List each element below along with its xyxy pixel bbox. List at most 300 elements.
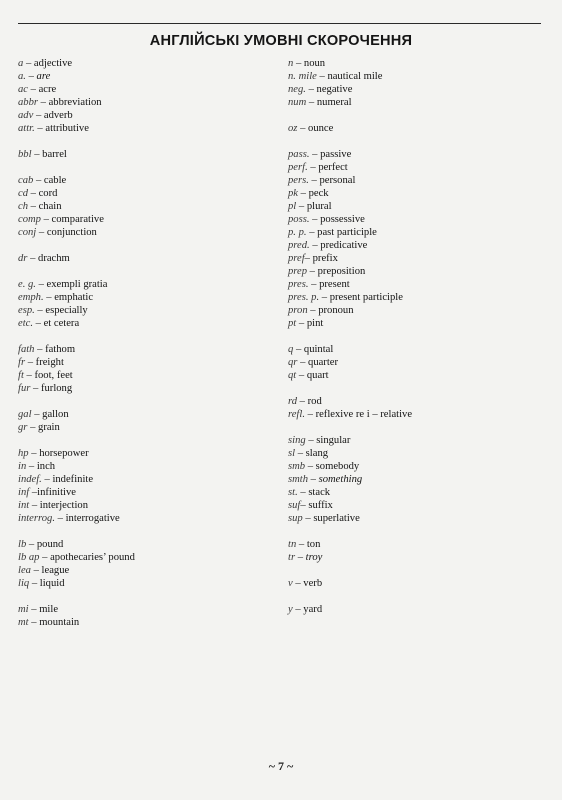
abbreviation-term: pk xyxy=(288,188,298,199)
abbreviation-term: tr xyxy=(288,552,296,563)
abbreviation-entry xyxy=(18,343,268,356)
abbreviation-separator: – xyxy=(295,552,306,563)
abbreviation-entry xyxy=(288,226,548,239)
abbreviation-term: in xyxy=(18,461,27,472)
abbreviation-term: inf xyxy=(18,487,30,498)
abbreviation-separator: – xyxy=(292,578,304,589)
abbreviation-separator: – xyxy=(38,97,49,108)
abbreviation-separator: – xyxy=(28,448,40,459)
abbreviation-separator: – xyxy=(28,84,39,95)
abbreviation-meaning: gallon xyxy=(42,409,69,420)
abbreviation-entry xyxy=(288,551,548,564)
abbreviation-entry xyxy=(18,538,268,551)
abbreviation-entry xyxy=(288,83,548,96)
abbreviation-entry xyxy=(288,343,548,356)
group-spacer xyxy=(288,330,548,343)
abbreviation-separator: – xyxy=(35,279,47,290)
abbreviation-term: gal xyxy=(18,409,32,420)
abbreviation-meaning: reflexive re i – relative xyxy=(315,409,413,420)
abbreviation-entry xyxy=(18,83,268,96)
abbreviation-separator: – xyxy=(304,253,313,264)
abbreviation-term: gr xyxy=(18,422,28,433)
abbreviation-entry xyxy=(288,122,548,135)
abbreviation-meaning: exempli gratia xyxy=(46,279,108,290)
abbreviation-term: dr xyxy=(18,253,28,264)
abbreviation-meaning: chain xyxy=(38,201,62,212)
abbreviation-separator: – xyxy=(307,266,318,277)
abbreviation-meaning: something xyxy=(318,474,363,485)
abbreviation-meaning: yard xyxy=(303,604,323,615)
abbreviation-entry xyxy=(18,187,268,200)
abbreviation-term: mi xyxy=(18,604,29,615)
abbreviation-entry xyxy=(288,473,548,486)
abbreviation-meaning: league xyxy=(41,565,70,576)
abbreviation-meaning: verb xyxy=(303,578,323,589)
abbreviation-entry xyxy=(288,161,548,174)
abbreviation-term: pass. xyxy=(288,149,310,160)
abbreviation-meaning: possessive xyxy=(320,214,365,225)
group-spacer xyxy=(288,109,548,122)
abbreviation-entry xyxy=(18,603,268,616)
abbreviation-entry xyxy=(18,213,268,226)
abbreviation-meaning: quarter xyxy=(308,357,339,368)
group-spacer xyxy=(18,590,268,603)
abbreviation-entry xyxy=(288,187,548,200)
abbreviation-separator: – xyxy=(297,487,309,498)
abbreviation-separator: – xyxy=(305,84,317,95)
abbreviation-entry xyxy=(18,408,268,421)
abbreviation-term: pt xyxy=(288,318,297,329)
group-spacer xyxy=(288,421,548,434)
abbreviation-term: cab xyxy=(18,175,34,186)
abbreviation-term: comp xyxy=(18,214,41,225)
abbreviation-meaning: barrel xyxy=(42,149,67,160)
abbreviation-separator: – xyxy=(307,305,319,316)
abbreviation-entry xyxy=(288,499,548,512)
abbreviation-term: pers. xyxy=(288,175,309,186)
abbreviation-separator: – xyxy=(43,292,55,303)
abbreviation-meaning: somebody xyxy=(315,461,360,472)
abbreviation-term: n. mile xyxy=(288,71,317,82)
group-spacer xyxy=(288,382,548,395)
abbreviation-term: prep xyxy=(288,266,308,277)
abbreviation-meaning: emphatic xyxy=(54,292,94,303)
abbreviation-entry xyxy=(18,252,268,265)
abbreviation-meaning: ounce xyxy=(308,123,334,134)
abbreviation-term: pron xyxy=(288,305,308,316)
abbreviation-term: int xyxy=(18,500,30,511)
abbreviation-term: pref xyxy=(288,253,305,264)
group-spacer xyxy=(288,525,548,538)
abbreviation-term: num xyxy=(288,97,307,108)
abbreviation-entry xyxy=(288,57,548,70)
abbreviation-separator: – xyxy=(293,344,304,355)
abbreviation-entry xyxy=(288,603,548,616)
abbreviation-separator: – xyxy=(308,175,320,186)
abbreviation-separator: – xyxy=(39,552,51,563)
abbreviation-term: a. xyxy=(18,71,26,82)
abbreviation-term: abbr xyxy=(18,97,39,108)
abbreviation-meaning: numeral xyxy=(316,97,352,108)
abbreviation-meaning: comparative xyxy=(51,214,104,225)
abbreviation-meaning: cable xyxy=(43,175,67,186)
abbreviation-term: hp xyxy=(18,448,29,459)
abbreviation-term: q xyxy=(288,344,294,355)
abbreviation-separator: – xyxy=(29,487,38,498)
abbreviation-separator: – xyxy=(297,396,308,407)
group-spacer xyxy=(18,161,268,174)
abbreviation-entry xyxy=(18,577,268,590)
abbreviation-entry xyxy=(288,369,548,382)
abbreviation-entry xyxy=(288,278,548,291)
abbreviation-term: pred. xyxy=(288,240,310,251)
abbreviation-separator: – xyxy=(23,370,35,381)
abbreviation-meaning: rod xyxy=(307,396,322,407)
abbreviation-term: poss. xyxy=(288,214,310,225)
abbreviation-meaning: nautical mile xyxy=(327,71,383,82)
page-number: ~ 7 ~ xyxy=(268,759,294,773)
group-spacer xyxy=(288,135,548,148)
abbreviation-meaning: preposition xyxy=(317,266,366,277)
abbreviation-entry xyxy=(18,226,268,239)
group-spacer xyxy=(18,239,268,252)
abbreviation-term: pres. p. xyxy=(288,292,320,303)
abbreviation-entry xyxy=(288,538,548,551)
abbreviation-entry xyxy=(18,447,268,460)
abbreviation-meaning: adverb xyxy=(43,110,73,121)
group-spacer xyxy=(288,564,548,577)
abbreviation-separator: – xyxy=(54,513,66,524)
abbreviation-term: refl. xyxy=(288,409,305,420)
abbreviation-meaning: grain xyxy=(38,422,60,433)
abbreviation-separator: – xyxy=(308,474,319,485)
abbreviation-term: ch xyxy=(18,201,28,212)
abbreviation-meaning: past participle xyxy=(317,227,377,238)
abbreviation-separator: – xyxy=(30,565,42,576)
abbreviation-separator: – xyxy=(319,292,330,303)
group-spacer xyxy=(18,135,268,148)
abbreviation-term: smth xyxy=(288,474,309,485)
abbreviation-entry xyxy=(18,369,268,382)
abbreviation-entry xyxy=(288,96,548,109)
abbreviation-term: fur xyxy=(18,383,31,394)
abbreviation-entry xyxy=(288,447,548,460)
abbreviation-entry xyxy=(18,486,268,499)
abbreviation-separator: – xyxy=(293,58,304,69)
abbreviation-term: n xyxy=(288,58,294,69)
abbreviation-entry xyxy=(288,304,548,317)
abbreviation-meaning: interrogative xyxy=(65,513,120,524)
abbreviation-separator: – xyxy=(296,201,307,212)
abbreviation-entry xyxy=(18,148,268,161)
abbreviation-separator: – xyxy=(31,149,43,160)
abbreviation-separator: – xyxy=(29,500,40,511)
abbreviation-meaning: negative xyxy=(316,84,353,95)
abbreviation-separator: – xyxy=(305,461,316,472)
abbreviation-term: interrog. xyxy=(18,513,55,524)
abbreviation-entry xyxy=(288,512,548,525)
abbreviation-entry xyxy=(18,109,268,122)
abbreviation-term: v xyxy=(288,578,293,589)
abbreviation-term: suf xyxy=(288,500,301,511)
abbreviation-entry xyxy=(18,460,268,473)
abbreviation-separator: – xyxy=(29,578,40,589)
abbreviation-meaning: pint xyxy=(306,318,324,329)
abbreviation-entry xyxy=(288,486,548,499)
abbreviation-separator: – xyxy=(25,357,36,368)
abbreviation-separator: – xyxy=(296,318,307,329)
page-title: АНГЛІЙСЬКІ УМОВНІ СКОРОЧЕННЯ xyxy=(149,33,413,49)
abbreviation-term: tn xyxy=(288,539,297,550)
abbreviation-meaning: troy xyxy=(305,552,323,563)
abbreviation-term: pl xyxy=(288,201,297,212)
abbreviation-entry xyxy=(288,577,548,590)
abbreviation-separator: – xyxy=(309,240,321,251)
abbreviation-meaning: especially xyxy=(45,305,88,316)
abbreviation-separator: – xyxy=(308,279,320,290)
abbreviation-entry xyxy=(18,499,268,512)
abbreviation-meaning: freight xyxy=(35,357,64,368)
abbreviation-term: e. g. xyxy=(18,279,36,290)
abbreviation-entry xyxy=(18,564,268,577)
abbreviation-separator: – xyxy=(40,214,52,225)
abbreviation-term: adv xyxy=(18,110,34,121)
abbreviation-entry xyxy=(288,213,548,226)
abbreviation-meaning: acre xyxy=(38,84,57,95)
abbreviation-separator: – xyxy=(295,448,306,459)
abbreviation-meaning: mile xyxy=(39,604,59,615)
abbreviation-entry xyxy=(18,356,268,369)
abbreviation-term: lb xyxy=(18,539,27,550)
abbreviation-meaning: interjection xyxy=(39,500,89,511)
abbreviation-term: emph. xyxy=(18,292,44,303)
abbreviation-meaning: furlong xyxy=(40,383,73,394)
abbreviation-separator: – xyxy=(34,305,46,316)
abbreviation-term: a xyxy=(18,58,24,69)
abbreviation-separator: – xyxy=(34,344,46,355)
abbreviation-separator: – xyxy=(298,188,309,199)
group-spacer xyxy=(18,265,268,278)
abbreviation-term: smb xyxy=(288,461,306,472)
abbreviation-term: cd xyxy=(18,188,28,199)
abbreviation-separator: – xyxy=(34,123,46,134)
abbreviation-meaning: present participle xyxy=(329,292,403,303)
abbreviation-meaning: noun xyxy=(303,58,326,69)
abbreviation-entry xyxy=(18,70,268,83)
group-spacer xyxy=(18,395,268,408)
abbreviation-meaning: cord xyxy=(38,188,58,199)
abbreviation-term: attr. xyxy=(18,123,35,134)
abbreviation-separator: – xyxy=(306,97,317,108)
abbreviation-meaning: singular xyxy=(316,435,351,446)
abbreviation-meaning: plural xyxy=(306,201,332,212)
abbreviation-meaning: are xyxy=(36,71,51,82)
abbreviation-separator: – xyxy=(296,370,307,381)
left-column xyxy=(18,57,268,629)
abbreviation-entry xyxy=(18,304,268,317)
abbreviation-meaning: infinitive xyxy=(37,487,76,498)
abbreviation-term: lb ap xyxy=(18,552,40,563)
abbreviation-separator: – xyxy=(296,539,307,550)
abbreviation-meaning: present xyxy=(319,279,350,290)
abbreviation-entry xyxy=(18,382,268,395)
abbreviation-separator: – xyxy=(302,513,314,524)
abbreviation-separator: – xyxy=(33,110,44,121)
abbreviation-entry xyxy=(288,265,548,278)
abbreviation-meaning: foot, feet xyxy=(34,370,73,381)
abbreviation-entry xyxy=(288,148,548,161)
abbreviation-meaning: drachm xyxy=(38,253,70,264)
abbreviation-term: rd xyxy=(288,396,298,407)
group-spacer xyxy=(18,525,268,538)
abbreviation-separator: – xyxy=(31,409,43,420)
abbreviation-term: sing xyxy=(288,435,306,446)
abbreviation-term: y xyxy=(288,604,293,615)
abbreviation-meaning: adjective xyxy=(33,58,73,69)
abbreviation-entry xyxy=(288,460,548,473)
abbreviation-entry xyxy=(288,356,548,369)
abbreviation-separator: – xyxy=(28,188,39,199)
abbreviation-meaning: quart xyxy=(306,370,329,381)
abbreviation-separator: – xyxy=(297,123,309,134)
abbreviation-term: fath xyxy=(18,344,35,355)
abbreviation-separator: – xyxy=(28,604,40,615)
abbreviation-separator: – xyxy=(27,253,39,264)
abbreviation-term: esp. xyxy=(18,305,35,316)
abbreviation-separator: – xyxy=(33,318,44,329)
abbreviation-separator: – xyxy=(23,58,34,69)
abbreviation-separator: – xyxy=(306,227,318,238)
abbreviation-term: conj xyxy=(18,227,37,238)
abbreviation-term: perf. xyxy=(288,162,308,173)
abbreviation-separator: – xyxy=(292,604,304,615)
abbreviation-meaning: abbreviation xyxy=(48,97,102,108)
abbreviation-meaning: superlative xyxy=(313,513,360,524)
abbreviation-entry xyxy=(18,421,268,434)
abbreviation-meaning: conjunction xyxy=(46,227,97,238)
abbreviation-separator: – xyxy=(27,422,39,433)
abbreviation-separator: – xyxy=(28,201,39,212)
abbreviation-meaning: passive xyxy=(320,149,352,160)
abbreviation-term: bbl xyxy=(18,149,32,160)
abbreviation-entry xyxy=(288,291,548,304)
abbreviation-separator: – xyxy=(300,500,309,511)
abbreviation-term: indef. xyxy=(18,474,42,485)
right-column xyxy=(288,57,548,616)
abbreviation-entry xyxy=(288,317,548,330)
abbreviation-meaning: perfect xyxy=(318,162,348,173)
abbreviation-meaning: peck xyxy=(308,188,329,199)
abbreviation-separator: – xyxy=(41,474,53,485)
abbreviation-meaning: apothecaries’ pound xyxy=(50,552,135,563)
abbreviation-entry xyxy=(288,395,548,408)
abbreviation-entry xyxy=(18,512,268,525)
group-spacer xyxy=(288,590,548,603)
abbreviation-entry xyxy=(288,70,548,83)
abbreviation-meaning: horsepower xyxy=(39,448,89,459)
abbreviation-entry xyxy=(18,616,268,629)
abbreviation-separator: – xyxy=(26,539,37,550)
abbreviation-separator: – xyxy=(33,175,44,186)
abbreviation-entry xyxy=(18,551,268,564)
abbreviation-entry xyxy=(18,317,268,330)
abbreviation-term: sl xyxy=(288,448,296,459)
abbreviation-separator: – xyxy=(309,214,321,225)
abbreviation-separator: – xyxy=(316,71,328,82)
abbreviation-meaning: quintal xyxy=(303,344,334,355)
abbreviation-separator: – xyxy=(30,383,41,394)
abbreviation-separator: – xyxy=(28,617,40,628)
abbreviation-entry xyxy=(18,278,268,291)
abbreviation-entry xyxy=(18,96,268,109)
abbreviation-meaning: ton xyxy=(306,539,321,550)
abbreviation-entry xyxy=(288,200,548,213)
abbreviation-separator: – xyxy=(304,409,316,420)
abbreviation-separator: – xyxy=(309,149,321,160)
top-rule xyxy=(18,23,541,24)
abbreviation-term: st. xyxy=(288,487,298,498)
abbreviation-separator: – xyxy=(26,461,37,472)
abbreviation-term: ac xyxy=(18,84,28,95)
abbreviation-term: oz xyxy=(288,123,298,134)
group-spacer xyxy=(18,434,268,447)
abbreviation-meaning: suffix xyxy=(308,500,333,511)
abbreviation-meaning: slang xyxy=(305,448,329,459)
abbreviation-meaning: liquid xyxy=(39,578,65,589)
abbreviation-term: etc. xyxy=(18,318,33,329)
abbreviation-meaning: indefinite xyxy=(52,474,94,485)
abbreviation-entry xyxy=(288,239,548,252)
abbreviation-meaning: fathom xyxy=(45,344,76,355)
abbreviation-term: qr xyxy=(288,357,298,368)
abbreviation-term: mt xyxy=(18,617,29,628)
abbreviation-entry xyxy=(18,473,268,486)
abbreviation-entry xyxy=(18,57,268,70)
abbreviation-meaning: attributive xyxy=(45,123,89,134)
abbreviation-meaning: pound xyxy=(36,539,64,550)
abbreviation-term: ft xyxy=(18,370,24,381)
abbreviation-term: lea xyxy=(18,565,31,576)
abbreviation-entry xyxy=(288,408,548,421)
group-spacer xyxy=(18,330,268,343)
abbreviation-meaning: inch xyxy=(36,461,56,472)
abbreviation-separator: – xyxy=(307,162,319,173)
abbreviation-entry xyxy=(18,122,268,135)
abbreviation-meaning: pronoun xyxy=(318,305,354,316)
abbreviation-term: p. p. xyxy=(288,227,307,238)
abbreviation-entry xyxy=(288,174,548,187)
abbreviation-term: qt xyxy=(288,370,297,381)
abbreviation-separator: – xyxy=(297,357,309,368)
abbreviation-term: pres. xyxy=(288,279,309,290)
abbreviation-separator: – xyxy=(25,71,37,82)
abbreviation-separator: – xyxy=(305,435,317,446)
abbreviation-meaning: stack xyxy=(308,487,331,498)
abbreviation-meaning: predicative xyxy=(320,240,368,251)
abbreviation-term: neg. xyxy=(288,84,306,95)
abbreviation-meaning: prefix xyxy=(312,253,338,264)
abbreviation-entry xyxy=(18,200,268,213)
abbreviation-separator: – xyxy=(36,227,47,238)
abbreviation-entry xyxy=(288,434,548,447)
abbreviation-meaning: et cetera xyxy=(43,318,80,329)
abbreviation-term: fr xyxy=(18,357,26,368)
abbreviation-entry xyxy=(288,252,548,265)
abbreviation-term: liq xyxy=(18,578,30,589)
abbreviation-meaning: mountain xyxy=(39,617,80,628)
abbreviation-entry xyxy=(18,174,268,187)
abbreviation-meaning: personal xyxy=(319,175,356,186)
